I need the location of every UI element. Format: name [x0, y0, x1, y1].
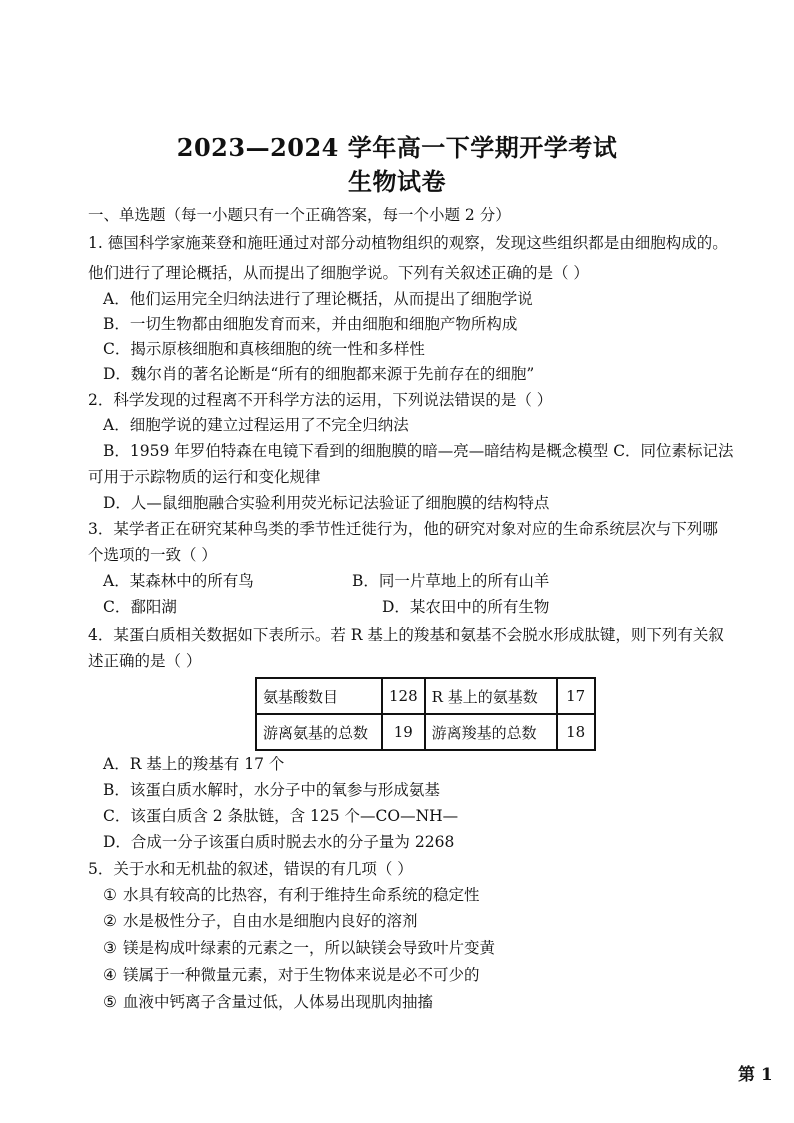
- q1-option-d: D．魏尔肖的著名论断是“所有的细胞都来源于先前存在的细胞”: [103, 365, 535, 383]
- q5-item: [103, 937, 495, 959]
- q5-item: [103, 910, 418, 932]
- q5-item: [103, 991, 433, 1013]
- q2-option-d: D．人—鼠细胞融合实验利用荧光标记法验证了细胞膜的结构特点: [103, 494, 550, 512]
- table-cell: 氨基酸数目: [256, 678, 382, 714]
- table-cell: 19: [382, 714, 425, 750]
- table-cell: 128: [382, 678, 425, 714]
- circled-number: ①: [103, 886, 117, 904]
- q2-option-b-line1: B．1959 年罗伯特森在电镜下看到的细胞膜的暗—亮—暗结构是概念模型 C．同位素标记法: [103, 442, 734, 460]
- exam-subtitle: 生物试卷: [348, 167, 446, 196]
- q3-option-c: C．鄱阳湖: [103, 598, 177, 616]
- q5-item-text: 水具有较高的比热容，有利于维持生命系统的稳定性: [123, 886, 480, 904]
- q5-item-text: 镁是构成叶绿素的元素之一，所以缺镁会导致叶片变黄: [123, 939, 496, 957]
- table-cell: R 基上的氨基数: [425, 678, 557, 714]
- q1-stem-line1: 1. 德国科学家施莱登和施旺通过对部分动植物组织的观察，发现这些组织都是由细胞构成的。: [88, 234, 728, 252]
- q4-option-b: B．该蛋白质水解时，水分子中的氧参与形成氨基: [103, 781, 440, 799]
- table-cell: 游离氨基的总数: [256, 714, 382, 750]
- table-cell: 17: [557, 678, 595, 714]
- circled-number: ④: [103, 966, 117, 984]
- q3-stem-line2: 个选项的一致（ ）: [88, 546, 217, 564]
- q5-item-text: 水是极性分子，自由水是细胞内良好的溶剂: [123, 912, 418, 930]
- q2-option-a: A．细胞学说的建立过程运用了不完全归纳法: [103, 416, 409, 434]
- q1-option-a: A．他们运用完全归纳法进行了理论概括，从而提出了细胞学说: [103, 290, 533, 308]
- q3-option-a: A．某森林中的所有鸟: [103, 572, 254, 590]
- q1-option-c: C．揭示原核细胞和真核细胞的统一性和多样性: [103, 340, 425, 358]
- table-cell: 游离羧基的总数: [425, 714, 557, 750]
- circled-number: ⑤: [103, 993, 117, 1011]
- q4-option-d: D．合成一分子该蛋白质时脱去水的分子量为 2268: [103, 833, 455, 851]
- q2-option-b-line2: 可用于示踪物质的运行和变化规律: [88, 468, 321, 486]
- q3-option-b: B．同一片草地上的所有山羊: [352, 572, 550, 590]
- q3-stem-line1: 3．某学者正在研究某种鸟类的季节性迁徙行为，他的研究对象对应的生命系统层次与下列哪: [88, 520, 718, 538]
- q4-stem-line2: 述正确的是（ ）: [88, 652, 202, 670]
- q4-option-c: C．该蛋白质含 2 条肽链，含 125 个—CO—NH—: [103, 807, 459, 825]
- q3-option-d: D．某农田中的所有生物: [382, 598, 550, 616]
- protein-data-table: [255, 677, 596, 751]
- q5-item-text: 血液中钙离子含量过低，人体易出现肌肉抽搐: [123, 993, 434, 1011]
- circled-number: ③: [103, 939, 117, 957]
- q5-item: [103, 964, 480, 986]
- table-row: [256, 678, 595, 714]
- table-row: [256, 714, 595, 750]
- q1-stem-line2: 他们进行了理论概括，从而提出了细胞学说。下列有关叙述正确的是（ ）: [88, 264, 589, 282]
- q2-stem: 2．科学发现的过程离不开科学方法的运用，下列说法错误的是（ ）: [88, 391, 553, 409]
- table-cell: 18: [557, 714, 595, 750]
- exam-title: 2023—2024 学年高一下学期开学考试: [176, 133, 618, 162]
- q5-stem: 5．关于水和无机盐的叙述，错误的有几项（ ）: [88, 860, 413, 878]
- section-heading: 一、单选题（每一小题只有一个正确答案，每一个小题 2 分）: [88, 206, 511, 224]
- q4-option-a: A．R 基上的羧基有 17 个: [103, 755, 285, 773]
- circled-number: ②: [103, 912, 117, 930]
- page-number: 第 1: [738, 1065, 773, 1085]
- q1-option-b: B．一切生物都由细胞发育而来，并由细胞和细胞产物所构成: [103, 315, 518, 333]
- q5-item: [103, 884, 480, 906]
- q4-stem-line1: 4．某蛋白质相关数据如下表所示。若 R 基上的羧基和氨基不会脱水形成肽键，则下列有关叙: [88, 626, 724, 644]
- q5-item-text: 镁属于一种微量元素，对于生物体来说是必不可少的: [123, 966, 480, 984]
